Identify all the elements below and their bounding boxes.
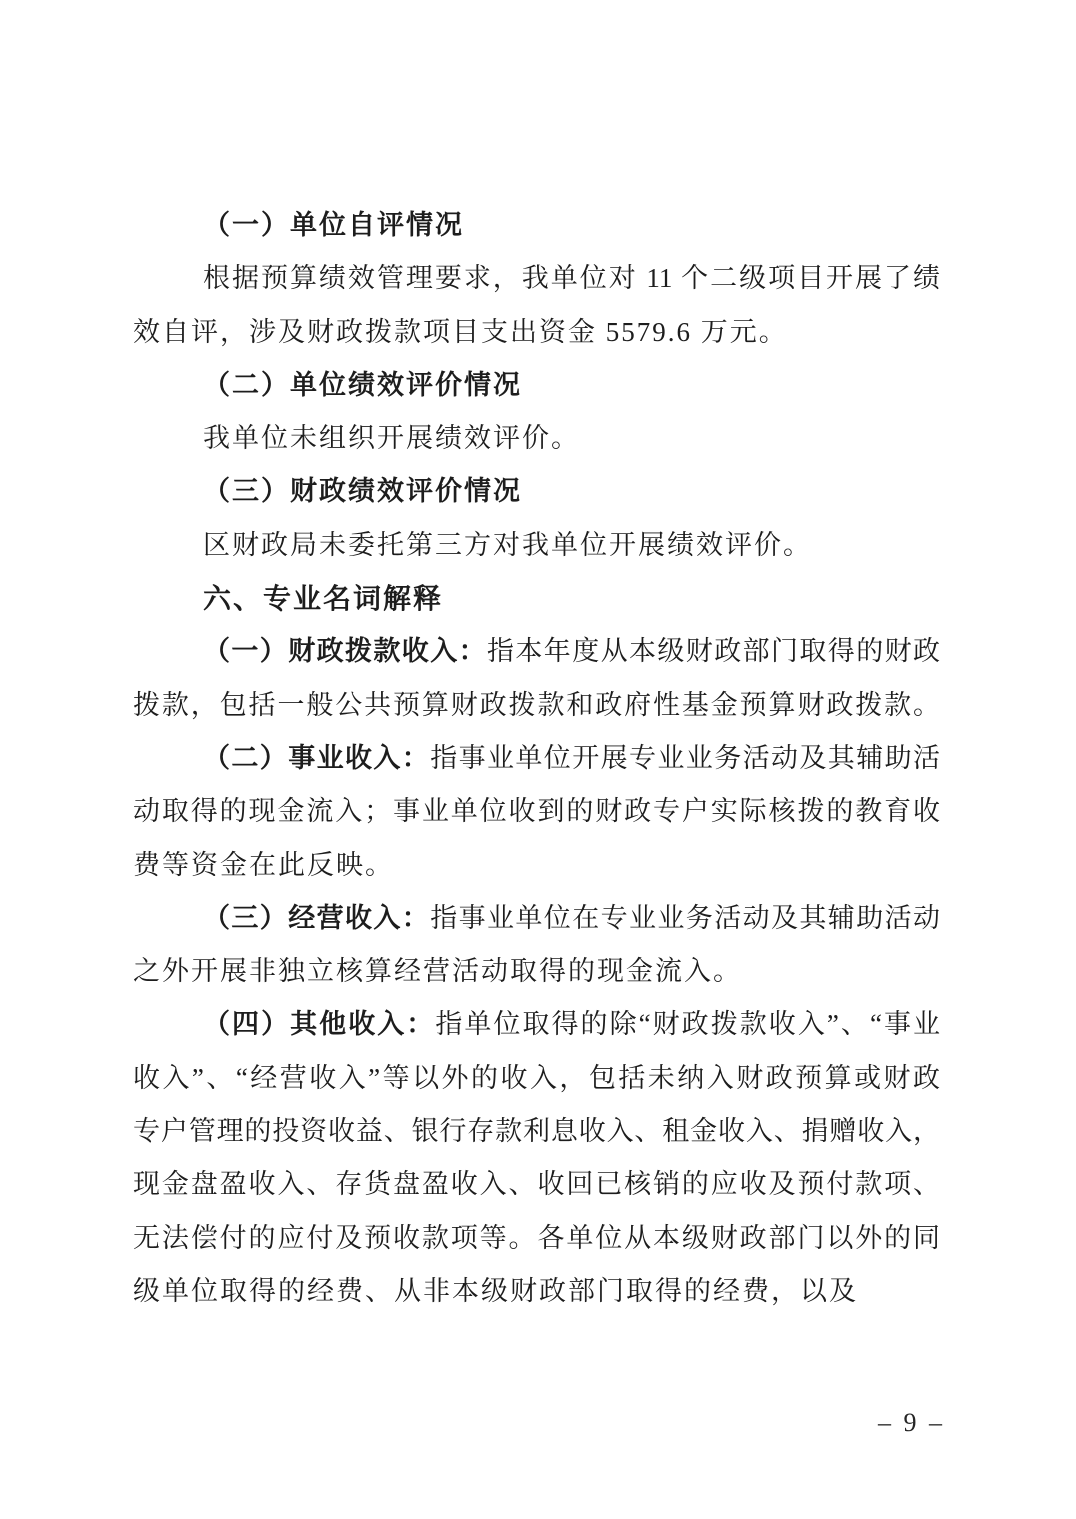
term-fiscal-appropriation-income-line-1 (133, 625, 940, 678)
text-segment: 专户管理的投资收益、银行存款利息收入、租金收入、捐赠收入， (133, 1116, 940, 1147)
text-segment: 无法偿付的应付及预收款项等。各单位从本级财政部门以外的同 (133, 1222, 940, 1253)
text-segment-bold: （一）财政拨款收入： (203, 636, 487, 667)
term-operating-income-line-1 (133, 732, 940, 785)
text-segment: 之外开展非独立核算经营活动取得的现金流入。 (133, 956, 742, 987)
heading-terms-glossary (133, 572, 940, 625)
term-operating-income-line-2 (133, 785, 940, 838)
paragraph-unit-performance-line-1 (133, 412, 940, 465)
text-segment-bold: （二）单位绩效评价情况 (203, 369, 522, 400)
heading-unit-performance-evaluation (133, 359, 940, 412)
term-fiscal-appropriation-income-line-2 (133, 679, 940, 732)
text-segment-bold: （三）经营收入： (203, 902, 431, 933)
term-other-income-line-3 (133, 1105, 940, 1158)
term-other-income-line-5 (133, 1212, 940, 1265)
term-other-income-line-4 (133, 1158, 940, 1211)
term-other-income-line-1 (133, 998, 940, 1051)
term-operating-income-line-3 (133, 839, 940, 892)
text-segment: 效自评，涉及财政拨款项目支出资金 5579.6 万元。 (133, 316, 788, 347)
text-segment-bold: （二）事业收入： (203, 742, 431, 773)
heading-finance-performance-evaluation (133, 465, 940, 518)
paragraph-self-evaluation-line-1 (133, 252, 940, 305)
text-segment-bold: 六、专业名词解释 (203, 583, 444, 615)
term-business-income-line-2 (133, 945, 940, 998)
text-segment: 收入”、“经营收入”等以外的收入，包括未纳入财政预算或财政 (133, 1062, 940, 1093)
text-segment: 拨款，包括一般公共预算财政拨款和政府性基金预算财政拨款。 (133, 689, 940, 720)
text-segment: 费等资金在此反映。 (133, 849, 394, 880)
text-segment: 区财政局未委托第三方对我单位开展绩效评价。 (203, 529, 812, 560)
heading-unit-self-evaluation (133, 199, 940, 252)
term-other-income-line-2 (133, 1052, 940, 1105)
text-segment: 指单位取得的除“财政拨款收入”、“事业 (435, 1009, 940, 1040)
document-body (133, 199, 940, 1318)
text-segment: 级单位取得的经费、从非本级财政部门取得的经费，以及 (133, 1275, 858, 1306)
text-segment-bold: （一）单位自评情况 (203, 210, 464, 240)
text-segment: 现金盘盈收入、存货盘盈收入、收回已核销的应收及预付款项、 (133, 1169, 940, 1200)
term-business-income-line-1 (133, 892, 940, 945)
paragraph-finance-performance-line-1 (133, 519, 940, 572)
text-segment: 根据预算绩效管理要求，我单位对 11 个二级项目开展了绩 (203, 263, 940, 294)
text-segment: 指事业单位在专业业务活动及其辅助活动 (430, 902, 940, 933)
text-segment: 指本年度从本级财政部门取得的财政 (487, 636, 940, 667)
text-segment-bold: （四）其他收入： (203, 1009, 436, 1040)
page-number: – 9 – (878, 1408, 945, 1437)
text-segment: 动取得的现金流入；事业单位收到的财政专户实际核拨的教育收 (133, 796, 940, 827)
term-other-income-line-6 (133, 1265, 940, 1318)
text-segment: 指事业单位开展专业业务活动及其辅助活 (430, 742, 940, 773)
text-segment: 我单位未组织开展绩效评价。 (203, 423, 580, 454)
text-segment-bold: （三）财政绩效评价情况 (203, 476, 522, 507)
paragraph-self-evaluation-line-2 (133, 306, 940, 359)
